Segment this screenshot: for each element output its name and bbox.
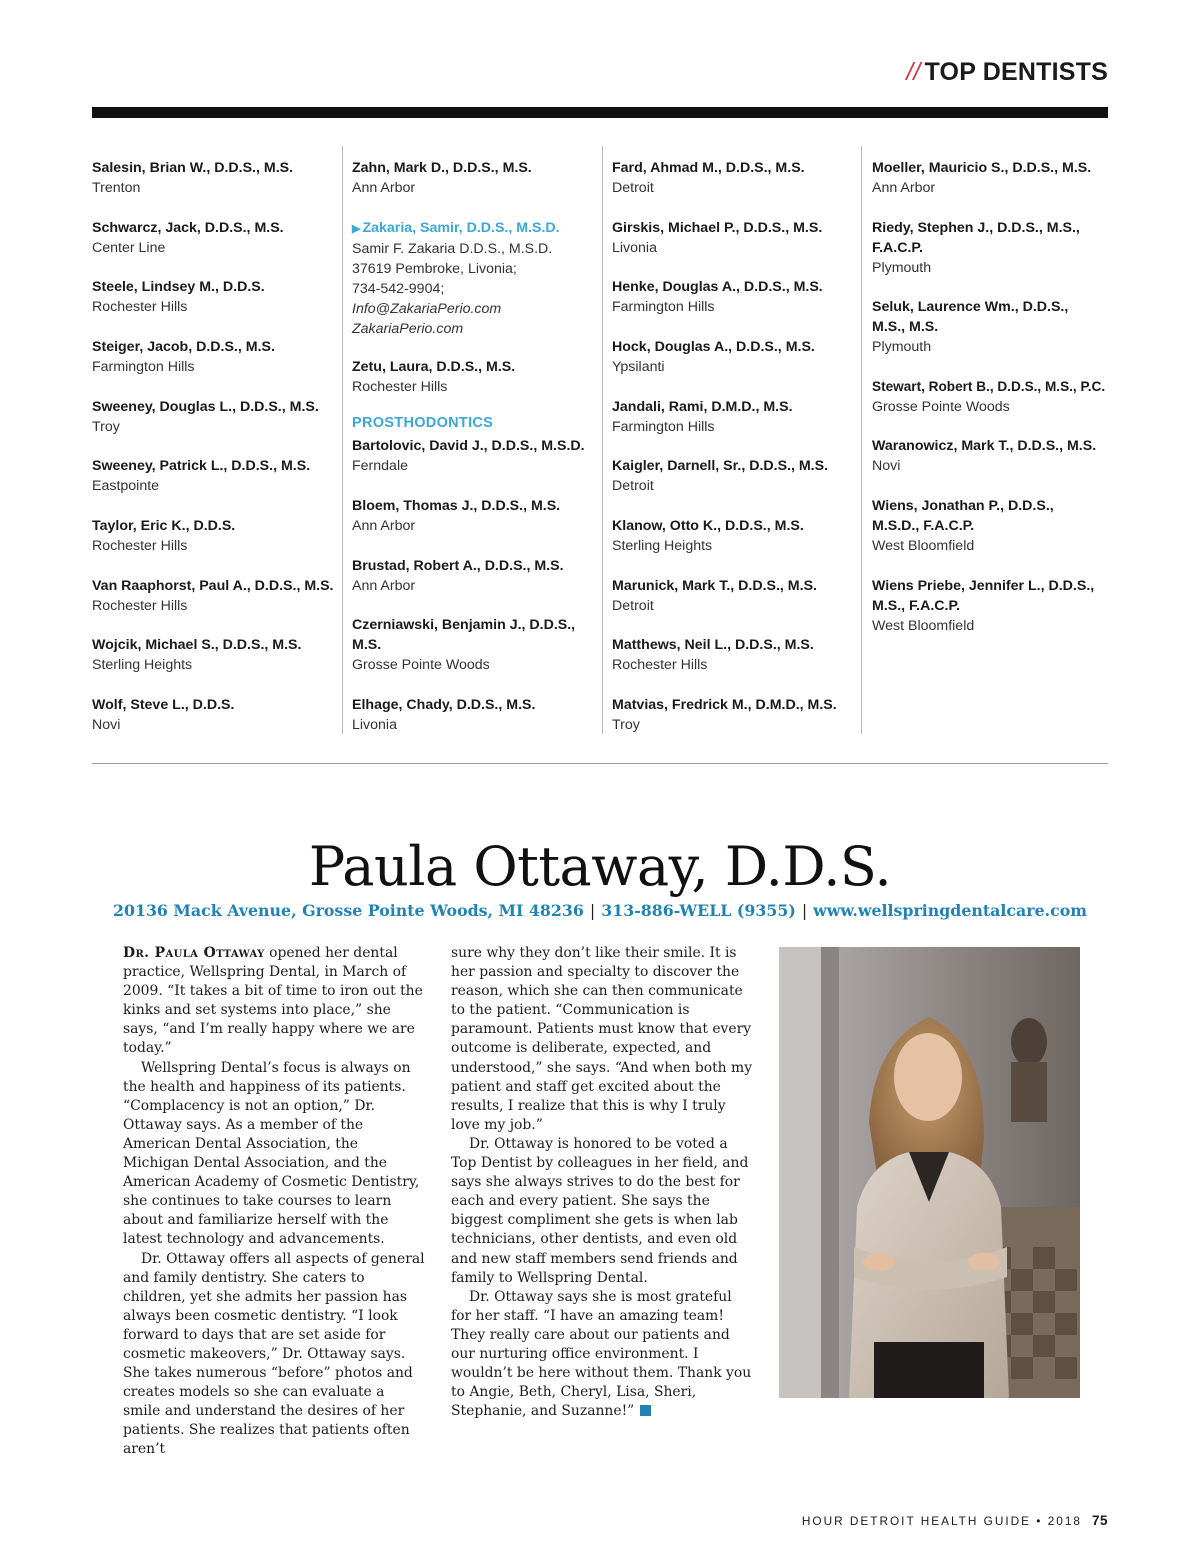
directory-entry: [872, 218, 1108, 278]
dentist-city: Ann Arbor: [352, 180, 416, 196]
directory-entry: [92, 695, 342, 735]
dentist-city: Grosse Pointe Woods: [872, 399, 1010, 415]
dentist-city: Rochester Hills: [92, 538, 188, 554]
featured-name-text: Zakaria, Samir, D.D.S., M.S.D.: [362, 220, 560, 236]
directory-entry: [92, 397, 342, 437]
dentist-city: Troy: [92, 419, 120, 435]
directory-entry: [352, 357, 602, 397]
dentist-city: Ferndale: [352, 458, 408, 474]
dentist-name: Riedy, Stephen J., D.D.S., M.S.,: [872, 220, 1080, 236]
directory-entry: [92, 218, 342, 258]
directory-entry: [352, 615, 602, 675]
dentist-name-cont: M.S., M.S.: [872, 319, 939, 335]
page-number: 75: [1091, 1513, 1108, 1528]
dentist-name: Van Raaphorst, Paul A., D.D.S., M.S.: [92, 578, 334, 594]
article-paragraph: Wellspring Dental’s focus is always on the health and happiness of its patients. “Complacency is not an option,” Dr. Ottaway says. As a member of the American Dental Association, the Michigan Dental Association, and the American Academy of Cosmetic Dentistry, she continues to take courses to learn about and familiarize herself with the latest technology and advancements.: [123, 1059, 420, 1248]
dentist-portrait-photo: [779, 947, 1080, 1398]
contact-separator: |: [589, 901, 596, 920]
article-column-2: [451, 944, 756, 1421]
dentist-name: Hock, Douglas A., D.D.S., M.S.: [612, 339, 815, 355]
dentist-name: Marunick, Mark T., D.D.S., M.S.: [612, 578, 817, 594]
directory-entry: [872, 436, 1108, 476]
directory-entry: [872, 496, 1108, 556]
dentist-city: Detroit: [612, 598, 654, 614]
dentist-name: Henke, Douglas A., D.D.S., M.S.: [612, 279, 823, 295]
dentist-name: Zahn, Mark D., D.D.S., M.S.: [352, 160, 532, 176]
header-rule: [92, 107, 1108, 118]
dentist-name: Seluk, Laurence Wm., D.D.S.,: [872, 299, 1069, 315]
dentist-city: Rochester Hills: [352, 379, 448, 395]
directory-entry: [872, 576, 1108, 636]
featured-phone: 734-542-9904;: [352, 281, 445, 297]
dentist-name: Elhage, Chady, D.D.S., M.S.: [352, 697, 536, 713]
dentist-city: Detroit: [612, 478, 654, 494]
dentist-name: Steiger, Jacob, D.D.S., M.S.: [92, 339, 275, 355]
dentist-city: Farmington Hills: [92, 359, 195, 375]
dentist-city: Rochester Hills: [612, 657, 708, 673]
dentist-name: Wiens Priebe, Jennifer L., D.D.S.,: [872, 578, 1095, 594]
directory-entry: [352, 496, 602, 536]
directory-entry: [352, 158, 602, 198]
dentist-name: Sweeney, Patrick L., D.D.S., M.S.: [92, 458, 311, 474]
dentist-name-cont: M.S., F.A.C.P.: [872, 598, 961, 614]
featured-practice: Samir F. Zakaria D.D.S., M.S.D.: [352, 241, 553, 257]
dentist-name: Bartolovic, David J., D.D.S., M.S.D.: [352, 438, 585, 454]
profile-phone: 313-886-WELL (9355): [601, 901, 796, 920]
dentist-city: Sterling Heights: [612, 538, 713, 554]
article-text: Dr. Ottaway says she is most grateful for her staff. “I have an amazing team! They really care about our patients and our nurturing office environment. I wouldn’t be here without them. Thank you to Angie, Beth, Cheryl, Lisa, Sheri, Stephanie, and Suzanne!”: [451, 1288, 752, 1420]
directory-entry: [92, 158, 342, 198]
article-paragraph: sure why they don’t like their smile. It is her passion and specialty to discover the reason, which she can then communicate to the patient. “Communication is paramount. Patients must know that every outcome is deliberate, expected, and understood,” she says. “And when both my patient and staff get excited about the results, I realize that this is why I truly love my job.”: [451, 945, 753, 1133]
dentist-city: Sterling Heights: [92, 657, 193, 673]
dentist-name-cont: M.S.D., F.A.C.P.: [872, 518, 975, 534]
directory-entry: [612, 218, 862, 258]
contact-separator: |: [801, 901, 808, 920]
article-column-1: [123, 944, 426, 1460]
dentist-name: Sweeney, Douglas L., D.D.S., M.S.: [92, 399, 319, 415]
dentist-city: Rochester Hills: [92, 598, 188, 614]
dentist-name: Czerniawski, Benjamin J., D.D.S.,: [352, 617, 576, 633]
dentist-name: Wolf, Steve L., D.D.S.: [92, 697, 235, 713]
directory-entry: [92, 576, 342, 616]
section-divider: [92, 763, 1108, 764]
directory-entry: [612, 516, 862, 556]
directory-column-4: [872, 146, 1108, 734]
dentist-name: Stewart, Robert B., D.D.S., M.S., P.C.: [872, 379, 1106, 394]
dentist-name: Bloem, Thomas J., D.D.S., M.S.: [352, 498, 561, 514]
dentist-city: Ann Arbor: [352, 518, 416, 534]
directory-entry: [612, 337, 862, 377]
dentist-name-cont: M.S.: [352, 637, 382, 653]
dentist-city: Ypsilanti: [612, 359, 665, 375]
dentist-city: West Bloomfield: [872, 538, 975, 554]
dentist-name: Girskis, Michael P., D.D.S., M.S.: [612, 220, 823, 236]
column-divider: [602, 146, 603, 734]
dentist-city: Novi: [92, 717, 121, 733]
directory-entry: [872, 158, 1108, 198]
directory-entry: [352, 556, 602, 596]
dentist-city: Farmington Hills: [612, 419, 715, 435]
publication-name: HOUR DETROIT HEALTH GUIDE • 2018: [801, 1514, 1082, 1528]
category-heading: PROSTHODONTICS: [352, 415, 494, 431]
article-paragraph: [123, 944, 426, 1059]
profile-website-link[interactable]: www.wellspringdentalcare.com: [813, 901, 1088, 920]
arrow-icon: ▶: [352, 223, 361, 235]
article-lead-in: Dr. Paula Ottaway: [123, 945, 265, 961]
header-slashes: //: [906, 58, 921, 86]
dentist-name: Steele, Lindsey M., D.D.S.: [92, 279, 265, 295]
article-paragraph: Dr. Ottaway offers all aspects of general and family dentistry. She caters to children, yet she admits her passion has always been cosmetic dentistry. “I look forward to days that are set aside for cosmetic makeovers,” Dr. Ottaway says. She takes numerous “before” photos and creates models so she can evaluate a smile and understand the desires of her patients. She realizes that patients often aren’t: [123, 1250, 425, 1458]
dentist-city: Livonia: [352, 717, 397, 733]
directory-entry: [352, 695, 602, 735]
directory-entry: [612, 158, 862, 198]
end-mark-icon: [640, 1405, 651, 1416]
dentist-name: Moeller, Mauricio S., D.D.S., M.S.: [872, 160, 1092, 176]
dentist-city: Troy: [612, 717, 640, 733]
featured-email: Info@ZakariaPerio.com: [352, 301, 502, 317]
page-footer: [802, 1513, 1108, 1528]
featured-website: ZakariaPerio.com: [352, 321, 464, 337]
dentist-name: Klanow, Otto K., D.D.S., M.S.: [612, 518, 804, 534]
directory-entry: [612, 277, 862, 317]
profile-title: Paula Ottaway, D.D.S.: [308, 835, 892, 898]
dentist-name: Zetu, Laura, D.D.S., M.S.: [352, 359, 516, 375]
dentist-name: Fard, Ahmad M., D.D.S., M.S.: [612, 160, 805, 176]
dentist-city: Ann Arbor: [352, 578, 416, 594]
column-divider: [342, 146, 343, 734]
dentist-name: Waranowicz, Mark T., D.D.S., M.S.: [872, 438, 1097, 454]
featured-entry: [352, 218, 602, 339]
dentist-city: Farmington Hills: [612, 299, 715, 315]
section-header: [906, 58, 1108, 87]
directory-entry: [92, 635, 342, 675]
directory-entry: [92, 337, 342, 377]
directory-entry: [612, 576, 862, 616]
profile-address: 20136 Mack Avenue, Grosse Pointe Woods, MI 48236: [112, 901, 584, 920]
dentist-city: Trenton: [92, 180, 141, 196]
directory-entry: [872, 377, 1108, 417]
directory-entry: [612, 397, 862, 437]
dentist-name-cont: F.A.C.P.: [872, 240, 923, 256]
dentist-city: Center Line: [92, 240, 166, 256]
directory-entry: [92, 277, 342, 317]
article-paragraph: Dr. Ottaway is honored to be voted a Top Dentist by colleagues in her field, and says she always strives to do the best for each and every patient. She says the biggest compliment she gets is when lab technicians, other dentists, and even old and new staff members send friends and family to Wellspring Dental.: [451, 1135, 749, 1286]
directory-entry: [92, 516, 342, 556]
dentist-name: Taylor, Eric K., D.D.S.: [92, 518, 236, 534]
dentist-city: Ann Arbor: [872, 180, 936, 196]
dentist-name: Brustad, Robert A., D.D.S., M.S.: [352, 558, 564, 574]
dentist-city: West Bloomfield: [872, 618, 975, 634]
article-paragraph: [451, 1288, 756, 1422]
directory-entry: [612, 456, 862, 496]
dentist-city: Eastpointe: [92, 478, 160, 494]
dentist-name: Kaigler, Darnell, Sr., D.D.S., M.S.: [612, 458, 829, 474]
directory-column-1: [92, 146, 342, 734]
dentist-name: Matthews, Neil L., D.D.S., M.S.: [612, 637, 814, 653]
article-text: opened her dental practice, Wellspring Dental, in March of 2009. “It takes a bit of time to iron out the kinks and set systems into place,” she says, “and I’m really happy where we are today.”: [123, 945, 423, 1057]
dentist-city: Plymouth: [872, 339, 932, 355]
directory-column-3: [612, 146, 862, 734]
dentist-city: Grosse Pointe Woods: [352, 657, 490, 673]
section-title: TOP DENTISTS: [924, 58, 1108, 86]
dentist-name: Wiens, Jonathan P., D.D.S.,: [872, 498, 1054, 514]
directory-column-2: [352, 146, 602, 734]
dentist-city: Detroit: [612, 180, 654, 196]
directory-entry: [92, 456, 342, 496]
featured-dentist-name: [352, 218, 602, 239]
directory-entry: [872, 297, 1108, 357]
dentist-name: Matvias, Fredrick M., D.M.D., M.S.: [612, 697, 837, 713]
directory-entry: [612, 695, 862, 735]
dentist-directory: [92, 146, 1108, 736]
directory-entry: [352, 436, 602, 476]
dentist-name: Salesin, Brian W., D.D.S., M.S.: [92, 160, 294, 176]
dentist-name: Schwarcz, Jack, D.D.S., M.S.: [92, 220, 284, 236]
featured-address: 37619 Pembroke, Livonia;: [352, 261, 517, 277]
directory-entry: [612, 635, 862, 675]
portrait-illustration: [779, 947, 1080, 1398]
dentist-name: Jandali, Rami, D.M.D., M.S.: [612, 399, 793, 415]
column-divider: [861, 146, 862, 734]
dentist-city: Rochester Hills: [92, 299, 188, 315]
dentist-name: Wojcik, Michael S., D.D.S., M.S.: [92, 637, 302, 653]
dentist-city: Novi: [872, 458, 901, 474]
profile-contact-line: [0, 900, 1200, 922]
dentist-city: Livonia: [612, 240, 657, 256]
dentist-city: Plymouth: [872, 260, 932, 276]
